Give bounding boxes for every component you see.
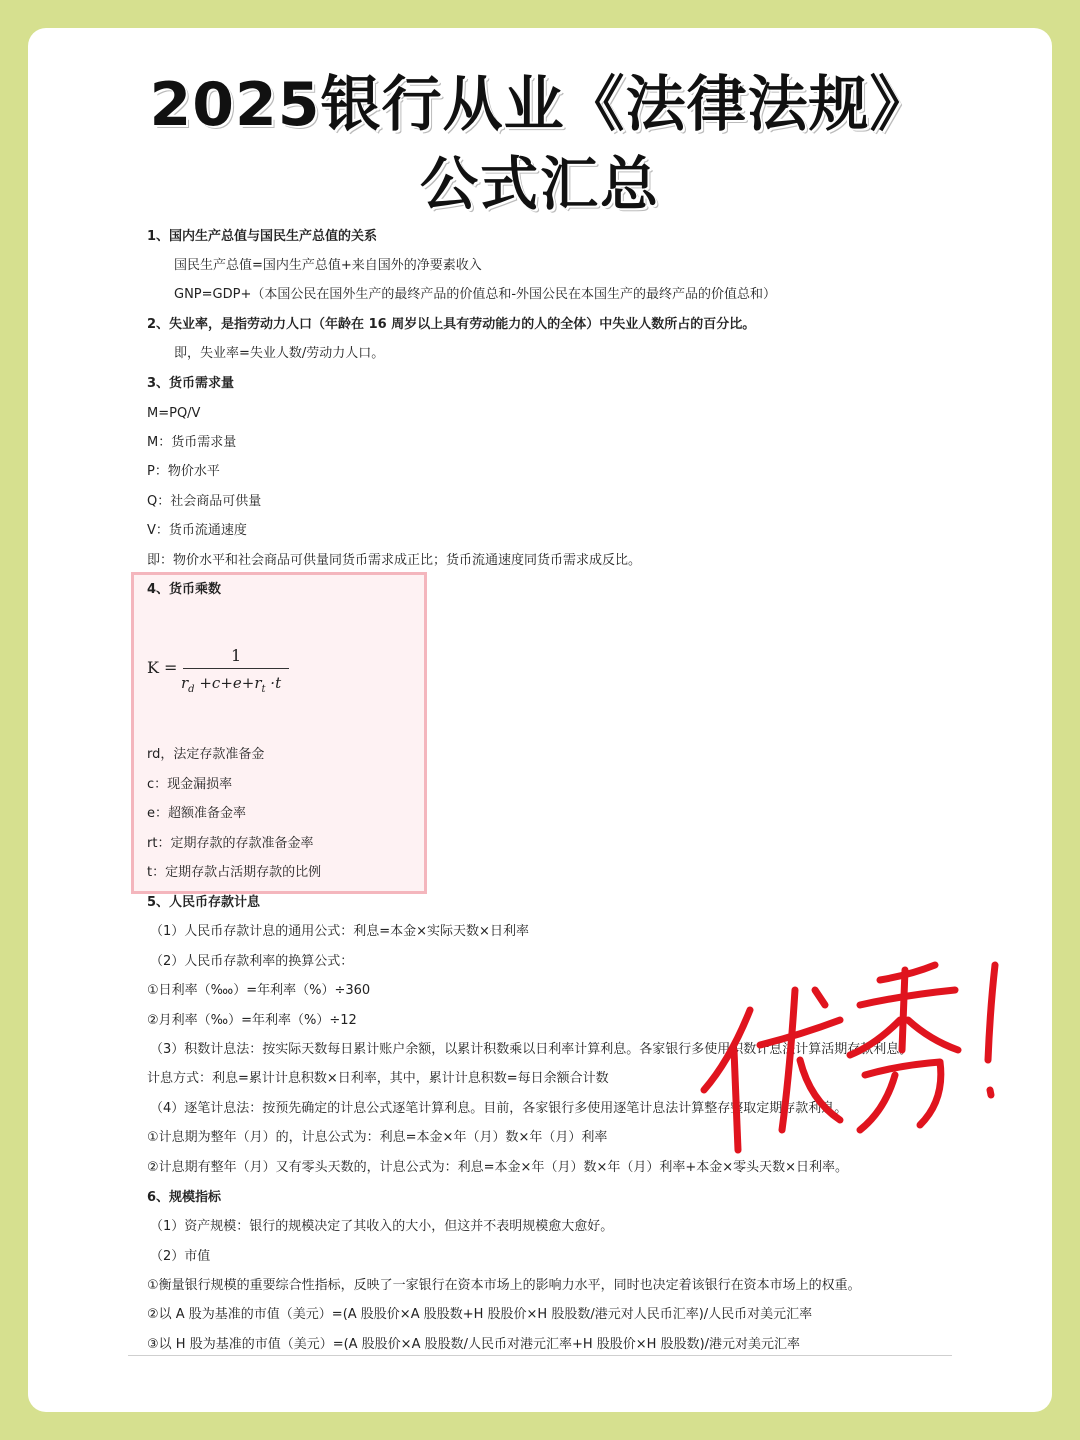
section-3-line: Q：社会商品可供量 [147,494,262,509]
section-5-line: ①计息期为整年（月）的，计息公式为：利息=本金×年（月）数×年（月）利率 [147,1130,608,1145]
section-3-line: M=PQ/V [147,406,201,421]
section-5-line: （2）人民币存款利率的换算公式： [150,954,354,969]
section-6-line: （1）资产规模：银行的规模决定了其收入的大小，但这并不表明规模愈大愈好。 [150,1219,614,1234]
section-1-line: GNP=GDP+（本国公民在国外生产的最终产品的价值总和-外国公民在本国生产的最终产品的价值总和） [174,287,777,302]
section-5-line: 计息方式：利息=累计计息积数×日利率，其中，累计计息积数=每日余额合计数 [147,1071,609,1086]
section-4-line: rd，法定存款准备金 [147,747,265,762]
section-5-heading: 5、人民币存款计息 [147,895,261,910]
section-6-line: （2）市值 [150,1249,211,1264]
section-5-line: ①日利率（‱）=年利率（%）÷360 [147,983,371,998]
section-2-heading: 2、失业率，是指劳动力人口（年龄在 16 周岁以上具有劳动能力的人的全体）中失业人数所占的百分比。 [147,317,756,332]
section-3-heading: 3、货币需求量 [147,376,235,391]
section-3-line: 即：物价水平和社会商品可供量同货币需求成正比；货币流通速度同货币需求成反比。 [147,553,642,568]
formula-denominator: $r_d +c+e+r_t \cdot t$ [181,674,282,695]
section-1-line: 国民生产总值=国内生产总值+来自国外的净要素收入 [174,258,482,273]
bottom-divider [128,1355,952,1356]
section-3-line: M：货币需求量 [147,435,237,450]
section-3-line: V：货币流通速度 [147,523,247,538]
page-title: 2025银行从业《法律法规》 [149,70,931,140]
page-subtitle: 公式汇总 [419,150,660,218]
formula-lhs: K = [147,658,178,677]
section-4-line: c：现金漏损率 [147,777,233,792]
section-5-line: （1）人民币存款计息的通用公式：利息=本金×实际天数×日利率 [150,924,529,939]
section-5-line: （4）逐笔计息法：按预先确定的计息公式逐笔计算利息。目前，各家银行多使用逐笔计息法计算整存整取定期存款利息。 [150,1101,848,1116]
section-4-line: rt：定期存款的存款准备金率 [147,836,314,851]
section-6-line: ①衡量银行规模的重要综合性指标，反映了一家银行在资本市场上的影响力水平，同时也决定着该银行在资本市场上的权重。 [147,1278,861,1293]
formula-fraction-bar [183,668,289,669]
section-6-heading: 6、规模指标 [147,1190,222,1205]
section-4-line: e：超额准备金率 [147,806,246,821]
section-5-line: ②计息期有整年（月）又有零头天数的，计息公式为：利息=本金×年（月）数×年（月）利率+本金×零头天数×日利率。 [147,1160,849,1175]
section-6-line: ③以 H 股为基准的市值（美元）=(A 股股价×A 股股数/人民币对港元汇率+H 股股价×H 股股数)/港元对美元汇率 [147,1337,801,1352]
section-5-line: ②月利率（‰）=年利率（%）÷12 [147,1013,357,1028]
formula-numerator: 1 [231,646,242,665]
section-5-line: （3）积数计息法：按实际天数每日累计账户余额，以累计积数乘以日利率计算利息。各家银行多使用积数计息法计算活期存款利息。 [150,1042,913,1057]
section-1-heading: 1、国内生产总值与国民生产总值的关系 [147,229,378,244]
section-3-line: P：物价水平 [147,464,220,479]
section-2-line: 即，失业率=失业人数/劳动力人口。 [174,346,385,361]
handwritten-excellent-stamp [690,950,1020,1160]
section-4-line: t：定期存款占活期存款的比例 [147,865,322,880]
section-6-line: ②以 A 股为基准的市值（美元）=(A 股股价×A 股股数+H 股股价×H 股股数/港元对人民币汇率)/人民币对美元汇率 [147,1307,813,1322]
section-4-heading: 4、货币乘数 [147,582,222,597]
